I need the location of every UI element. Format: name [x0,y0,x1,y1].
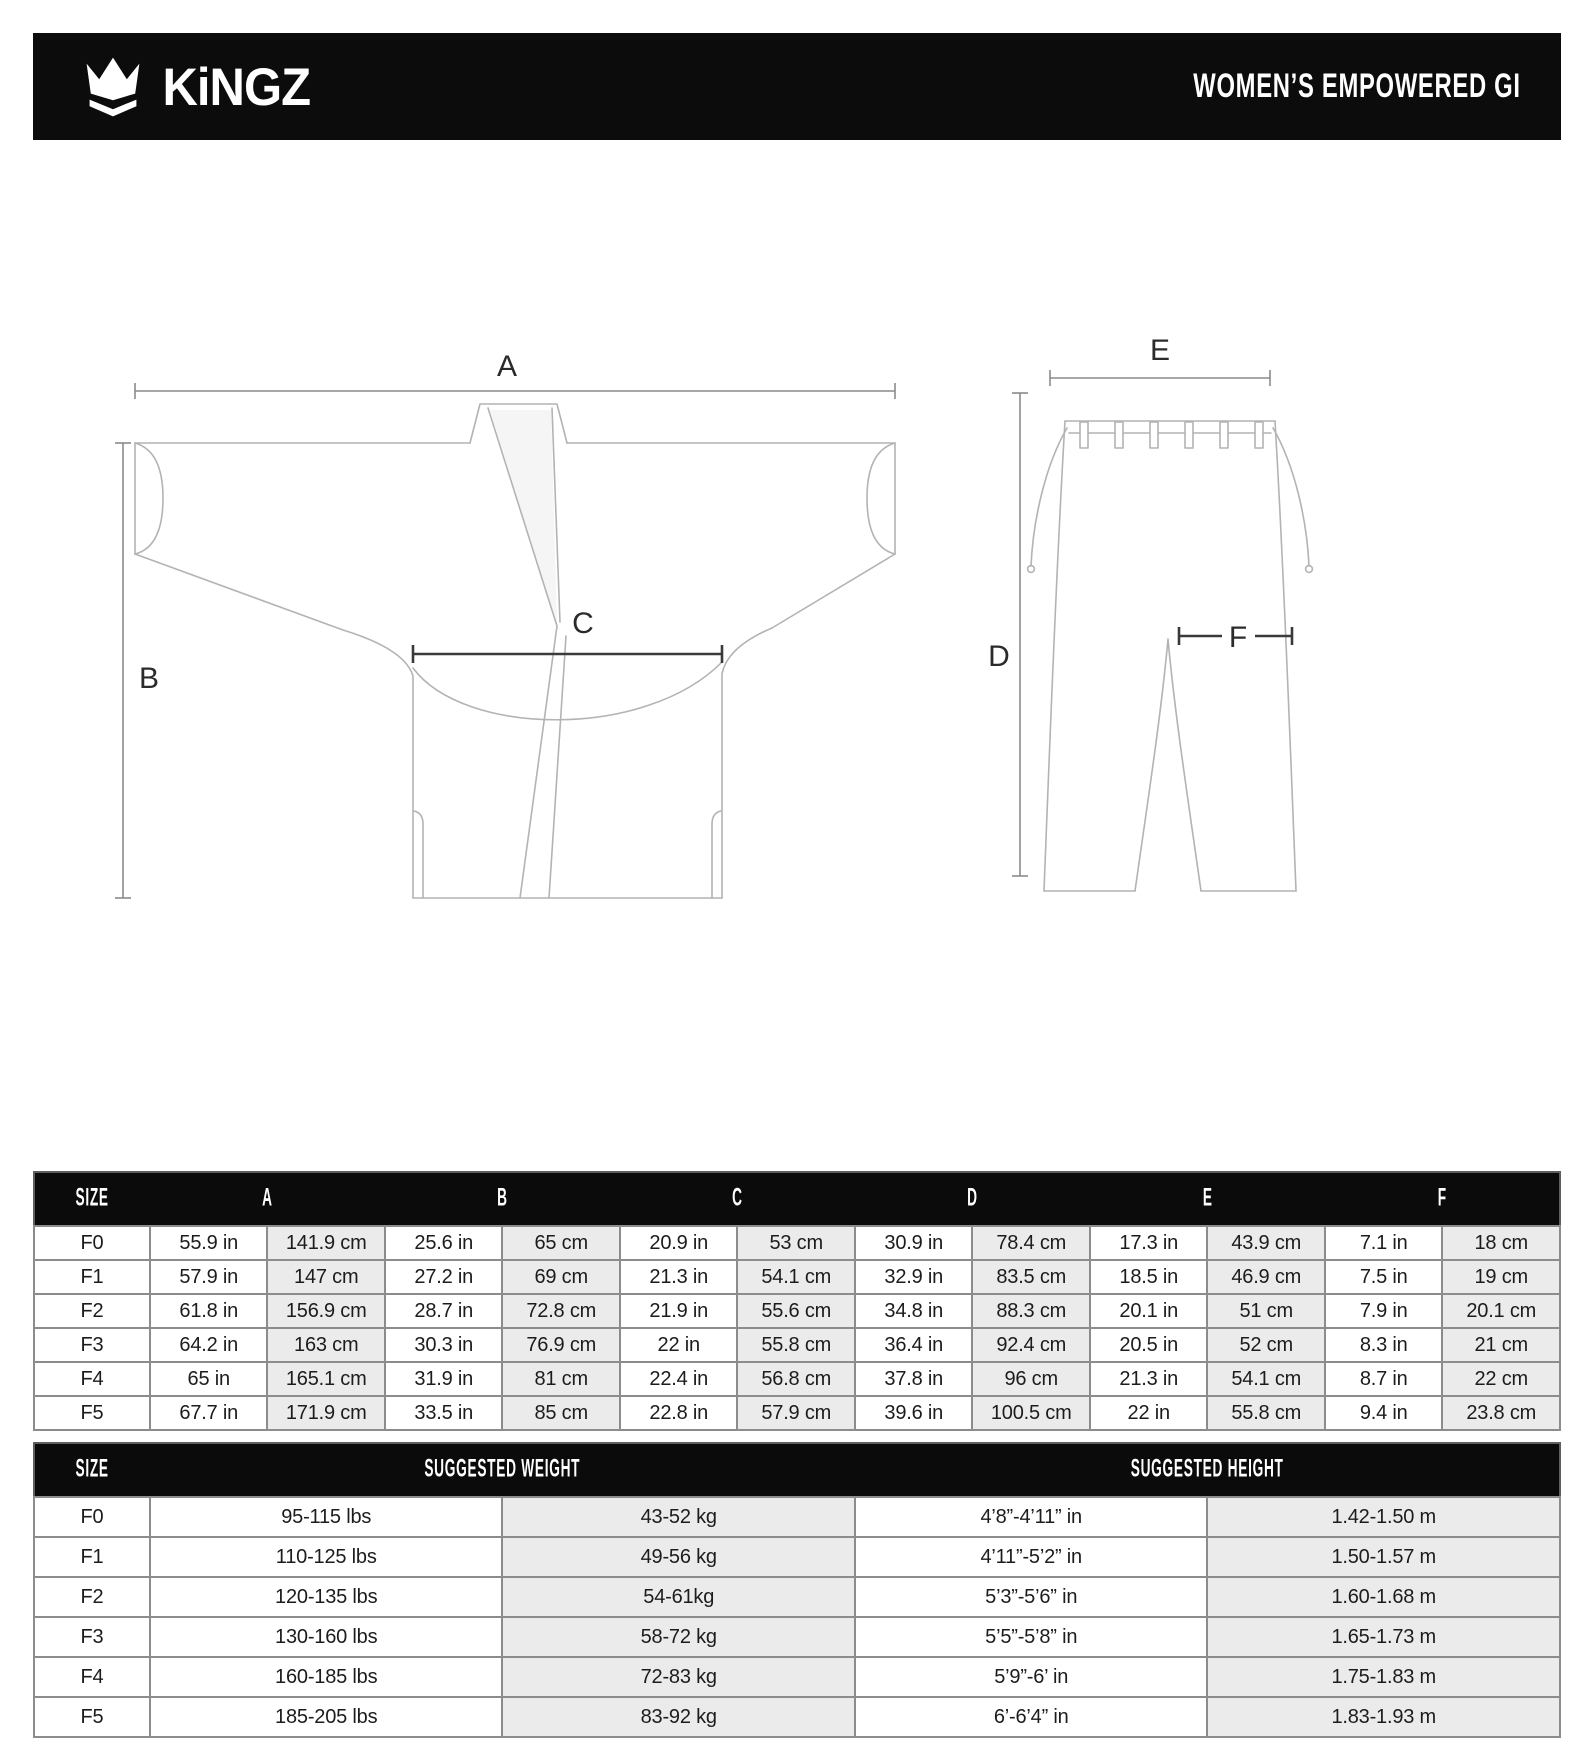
size-cell: F0 [34,1497,150,1537]
table-cell: 81 cm [502,1362,620,1396]
table-cell: 64.2 in [150,1328,268,1362]
size-cell: F1 [34,1537,150,1577]
table-cell: 39.6 in [855,1396,973,1430]
table-cell: 34.8 in [855,1294,973,1328]
size-cell: F4 [34,1362,150,1396]
table-cell: 1.60-1.68 m [1207,1577,1560,1617]
dim-label-f: F [1228,621,1248,654]
measurement-diagrams [33,336,1561,928]
table-cell: 7.9 in [1325,1294,1443,1328]
table-cell: 7.1 in [1325,1226,1443,1260]
dim-label-c: C [572,607,594,640]
size-table-header-row [34,1172,1560,1226]
table-cell: 21.9 in [620,1294,738,1328]
col-header-d: D [855,1172,1090,1226]
table-cell: 51 cm [1207,1294,1325,1328]
table-cell: 55.9 in [150,1226,268,1260]
table-cell: 21 cm [1442,1328,1560,1362]
table-row [34,1617,1560,1657]
size-cell: F5 [34,1697,150,1737]
table-cell: 65 in [150,1362,268,1396]
table-cell: 72.8 cm [502,1294,620,1328]
table-row [34,1328,1560,1362]
table-row [34,1577,1560,1617]
table-cell: 43-52 kg [502,1497,855,1537]
brand-logo [77,54,312,120]
col-header-size: SIZE [34,1443,150,1497]
dim-label-a: A [496,350,518,383]
table-cell: 83.5 cm [972,1260,1090,1294]
table-cell: 18 cm [1442,1226,1560,1260]
col-header-e: E [1090,1172,1325,1226]
table-cell: 165.1 cm [267,1362,385,1396]
table-cell: 17.3 in [1090,1226,1208,1260]
table-cell: 92.4 cm [972,1328,1090,1362]
table-cell: 21.3 in [1090,1362,1208,1396]
table-cell: 27.2 in [385,1260,503,1294]
size-measurement-table [33,1171,1561,1431]
table-cell: 67.7 in [150,1396,268,1430]
table-cell: 85 cm [502,1396,620,1430]
table-cell: 83-92 kg [502,1697,855,1737]
table-cell: 43.9 cm [1207,1226,1325,1260]
table-cell: 1.65-1.73 m [1207,1617,1560,1657]
table-row [34,1697,1560,1737]
table-row [34,1537,1560,1577]
col-header-size: SIZE [34,1172,150,1226]
jacket-diagram [105,336,925,926]
table-cell: 1.75-1.83 m [1207,1657,1560,1697]
table-cell: 54-61kg [502,1577,855,1617]
table-cell: 52 cm [1207,1328,1325,1362]
table-cell: 23.8 cm [1442,1396,1560,1430]
table-cell: 95-115 lbs [150,1497,503,1537]
col-header-c: C [620,1172,855,1226]
table-cell: 22 in [1090,1396,1208,1430]
table-cell: 21.3 in [620,1260,738,1294]
table-cell: 130-160 lbs [150,1617,503,1657]
table-cell: 36.4 in [855,1328,973,1362]
table-cell: 19 cm [1442,1260,1560,1294]
table-cell: 30.3 in [385,1328,503,1362]
table-cell: 160-185 lbs [150,1657,503,1697]
table-cell: 58-72 kg [502,1617,855,1657]
table-cell: 32.9 in [855,1260,973,1294]
table-cell: 55.6 cm [737,1294,855,1328]
page-title: WOMEN’S EMPOWERED GI [1193,67,1521,105]
table-cell: 7.5 in [1325,1260,1443,1294]
table-cell: 8.7 in [1325,1362,1443,1396]
table-cell: 22 cm [1442,1362,1560,1396]
table-cell: 4’8”-4’11” in [855,1497,1208,1537]
table-row [34,1396,1560,1430]
table-row [34,1294,1560,1328]
table-row [34,1226,1560,1260]
table-cell: 5’9”-6’ in [855,1657,1208,1697]
col-header-a: A [150,1172,385,1226]
size-cell: F1 [34,1260,150,1294]
table-cell: 156.9 cm [267,1294,385,1328]
table-cell: 76.9 cm [502,1328,620,1362]
table-cell: 141.9 cm [267,1226,385,1260]
dim-label-d: D [988,640,1010,673]
col-header-suggested-height: SUGGESTED HEIGHT [855,1443,1560,1497]
table-cell: 55.8 cm [737,1328,855,1362]
table-cell: 22.4 in [620,1362,738,1396]
table-cell: 9.4 in [1325,1396,1443,1430]
table-cell: 53 cm [737,1226,855,1260]
table-cell: 20.1 cm [1442,1294,1560,1328]
table-cell: 72-83 kg [502,1657,855,1697]
table-cell: 31.9 in [385,1362,503,1396]
crown-icon [77,54,149,120]
table-cell: 171.9 cm [267,1396,385,1430]
pants-diagram [987,336,1367,926]
table-row [34,1657,1560,1697]
size-cell: F4 [34,1657,150,1697]
col-header-suggested-weight: SUGGESTED WEIGHT [150,1443,855,1497]
fit-table-header-row [34,1443,1560,1497]
table-cell: 69 cm [502,1260,620,1294]
table-cell: 54.1 cm [1207,1362,1325,1396]
table-cell: 1.42-1.50 m [1207,1497,1560,1537]
table-cell: 8.3 in [1325,1328,1443,1362]
table-cell: 54.1 cm [737,1260,855,1294]
table-cell: 30.9 in [855,1226,973,1260]
table-cell: 120-135 lbs [150,1577,503,1617]
header-bar [33,33,1561,140]
table-cell: 20.5 in [1090,1328,1208,1362]
table-cell: 5’5”-5’8” in [855,1617,1208,1657]
dim-label-b: B [138,662,160,695]
table-cell: 20.9 in [620,1226,738,1260]
table-cell: 22.8 in [620,1396,738,1430]
table-cell: 5’3”-5’6” in [855,1577,1208,1617]
table-cell: 1.83-1.93 m [1207,1697,1560,1737]
table-cell: 185-205 lbs [150,1697,503,1737]
table-cell: 20.1 in [1090,1294,1208,1328]
table-cell: 96 cm [972,1362,1090,1396]
fit-suggestion-table [33,1442,1561,1738]
table-cell: 49-56 kg [502,1537,855,1577]
table-cell: 55.8 cm [1207,1396,1325,1430]
table-cell: 56.8 cm [737,1362,855,1396]
table-cell: 78.4 cm [972,1226,1090,1260]
table-cell: 61.8 in [150,1294,268,1328]
dim-label-e: E [1149,336,1171,367]
size-cell: F3 [34,1328,150,1362]
table-cell: 57.9 cm [737,1396,855,1430]
table-cell: 110-125 lbs [150,1537,503,1577]
table-cell: 163 cm [267,1328,385,1362]
table-cell: 4’11”-5’2” in [855,1537,1208,1577]
size-cell: F2 [34,1577,150,1617]
table-cell: 33.5 in [385,1396,503,1430]
table-cell: 57.9 in [150,1260,268,1294]
size-cell: F3 [34,1617,150,1657]
table-cell: 1.50-1.57 m [1207,1537,1560,1577]
brand-name: KiNGZ [162,57,311,116]
size-cell: F0 [34,1226,150,1260]
col-header-b: B [385,1172,620,1226]
table-cell: 88.3 cm [972,1294,1090,1328]
size-cell: F2 [34,1294,150,1328]
table-row [34,1260,1560,1294]
table-cell: 22 in [620,1328,738,1362]
table-row [34,1497,1560,1537]
table-cell: 18.5 in [1090,1260,1208,1294]
table-row [34,1362,1560,1396]
table-cell: 28.7 in [385,1294,503,1328]
table-cell: 100.5 cm [972,1396,1090,1430]
size-cell: F5 [34,1396,150,1430]
table-cell: 25.6 in [385,1226,503,1260]
table-cell: 37.8 in [855,1362,973,1396]
table-cell: 147 cm [267,1260,385,1294]
table-cell: 46.9 cm [1207,1260,1325,1294]
table-cell: 65 cm [502,1226,620,1260]
col-header-f: F [1325,1172,1560,1226]
table-cell: 6’-6’4” in [855,1697,1208,1737]
